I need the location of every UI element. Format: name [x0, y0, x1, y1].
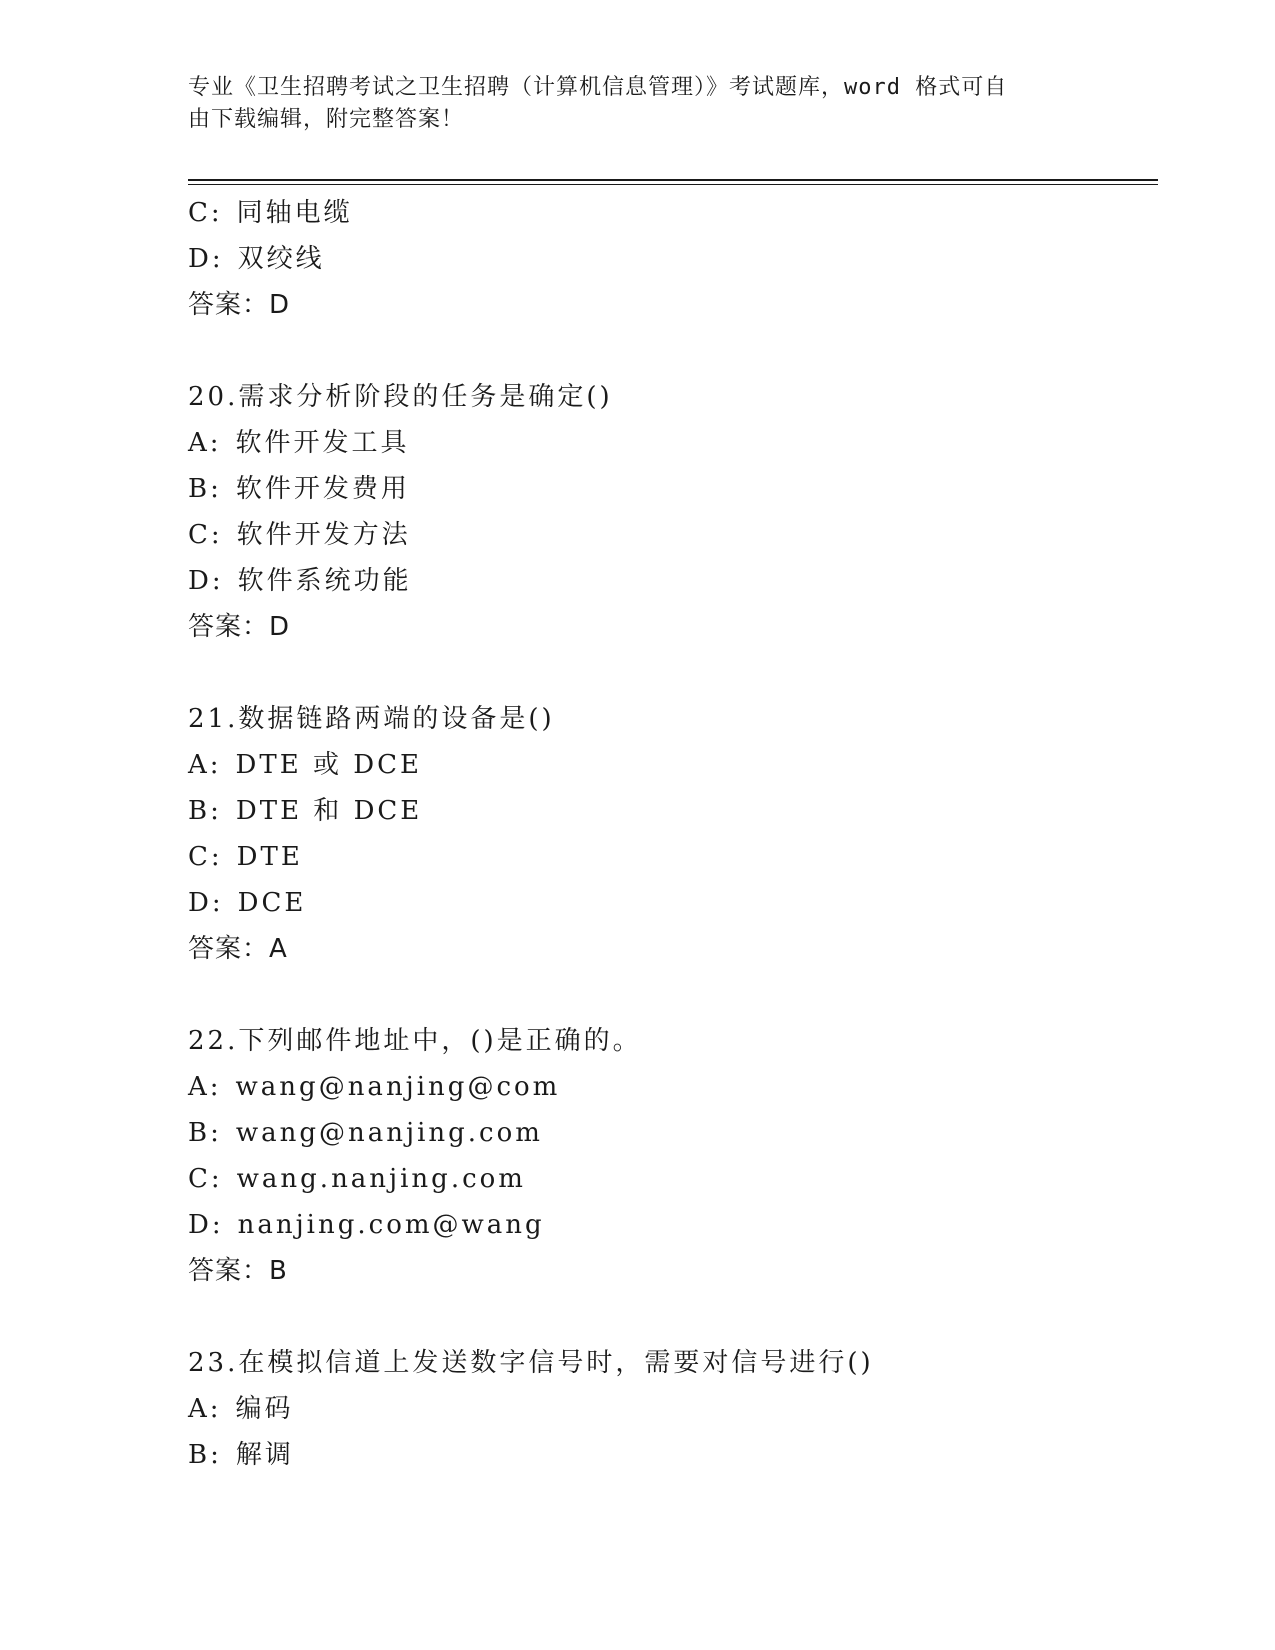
option-c: [188, 190, 1148, 236]
option-b: [188, 466, 1148, 512]
option-text: nanjing.com@wang: [237, 1210, 545, 1240]
option-text: 编码: [235, 1394, 294, 1424]
option-text: wang@nanjing.com: [235, 1118, 543, 1148]
option-text: wang.nanjing.com: [236, 1164, 526, 1194]
option-text: 软件系统功能: [237, 566, 412, 596]
answer-line: 答案：D: [188, 612, 291, 642]
option-letter: D:: [188, 244, 224, 274]
option-text: wang@nanjing@com: [235, 1072, 561, 1102]
option-text: DCE: [237, 888, 307, 918]
question-title: 23.在模拟信道上发送数字信号时，需要对信号进行(): [188, 1348, 874, 1378]
option-d: [188, 236, 1148, 282]
option-letter: D:: [188, 566, 224, 596]
answer-line: 答案：A: [188, 934, 288, 964]
option-b: [188, 1432, 1148, 1478]
option-text: 软件开发方法: [236, 520, 411, 550]
option-letter: A:: [188, 750, 222, 780]
header-line-2: 由下载编辑，附完整答案！: [188, 107, 465, 132]
option-d: [188, 1202, 1148, 1248]
question-20: [188, 374, 1148, 650]
option-c: [188, 834, 1148, 880]
option-text: DTE 或 DCE: [235, 750, 422, 780]
question-list: [188, 190, 1148, 1478]
option-a: [188, 1064, 1148, 1110]
document-header: [188, 72, 1088, 136]
question-title: 20.需求分析阶段的任务是确定(): [188, 382, 613, 412]
option-letter: A:: [188, 1072, 222, 1102]
question-23: [188, 1340, 1148, 1478]
option-a: [188, 420, 1148, 466]
option-letter: B:: [188, 796, 222, 826]
option-letter: C:: [188, 520, 223, 550]
option-text: 解调: [235, 1440, 294, 1470]
option-letter: B:: [188, 474, 222, 504]
question-title: 22.下列邮件地址中，()是正确的。: [188, 1026, 642, 1056]
header-divider-thin: [188, 184, 1158, 185]
option-b: [188, 1110, 1148, 1156]
option-text: DTE 和 DCE: [235, 796, 423, 826]
option-text: 双绞线: [237, 244, 325, 274]
option-letter: C:: [188, 842, 223, 872]
question-title: 21.数据链路两端的设备是(): [188, 704, 555, 734]
option-b: [188, 788, 1148, 834]
option-d: [188, 880, 1148, 926]
option-letter: B:: [188, 1118, 222, 1148]
header-divider: [188, 179, 1158, 181]
option-letter: A:: [188, 1394, 222, 1424]
option-text: 软件开发工具: [235, 428, 410, 458]
option-letter: B:: [188, 1440, 222, 1470]
option-letter: C:: [188, 198, 223, 228]
option-text: DTE: [236, 842, 303, 872]
question-22: [188, 1018, 1148, 1294]
carryover-block: [188, 190, 1148, 328]
option-letter: A:: [188, 428, 222, 458]
option-a: [188, 1386, 1148, 1432]
option-c: [188, 512, 1148, 558]
answer-line: 答案：B: [188, 1256, 288, 1286]
option-a: [188, 742, 1148, 788]
option-letter: D:: [188, 888, 224, 918]
header-line-1: 专业《卫生招聘考试之卫生招聘（计算机信息管理）》考试题库，word 格式可自: [188, 75, 1008, 100]
option-text: 同轴电缆: [236, 198, 353, 228]
option-d: [188, 558, 1148, 604]
option-text: 软件开发费用: [235, 474, 410, 504]
option-letter: C:: [188, 1164, 223, 1194]
answer-line: 答案：D: [188, 290, 291, 320]
option-letter: D:: [188, 1210, 224, 1240]
question-21: [188, 696, 1148, 972]
option-c: [188, 1156, 1148, 1202]
